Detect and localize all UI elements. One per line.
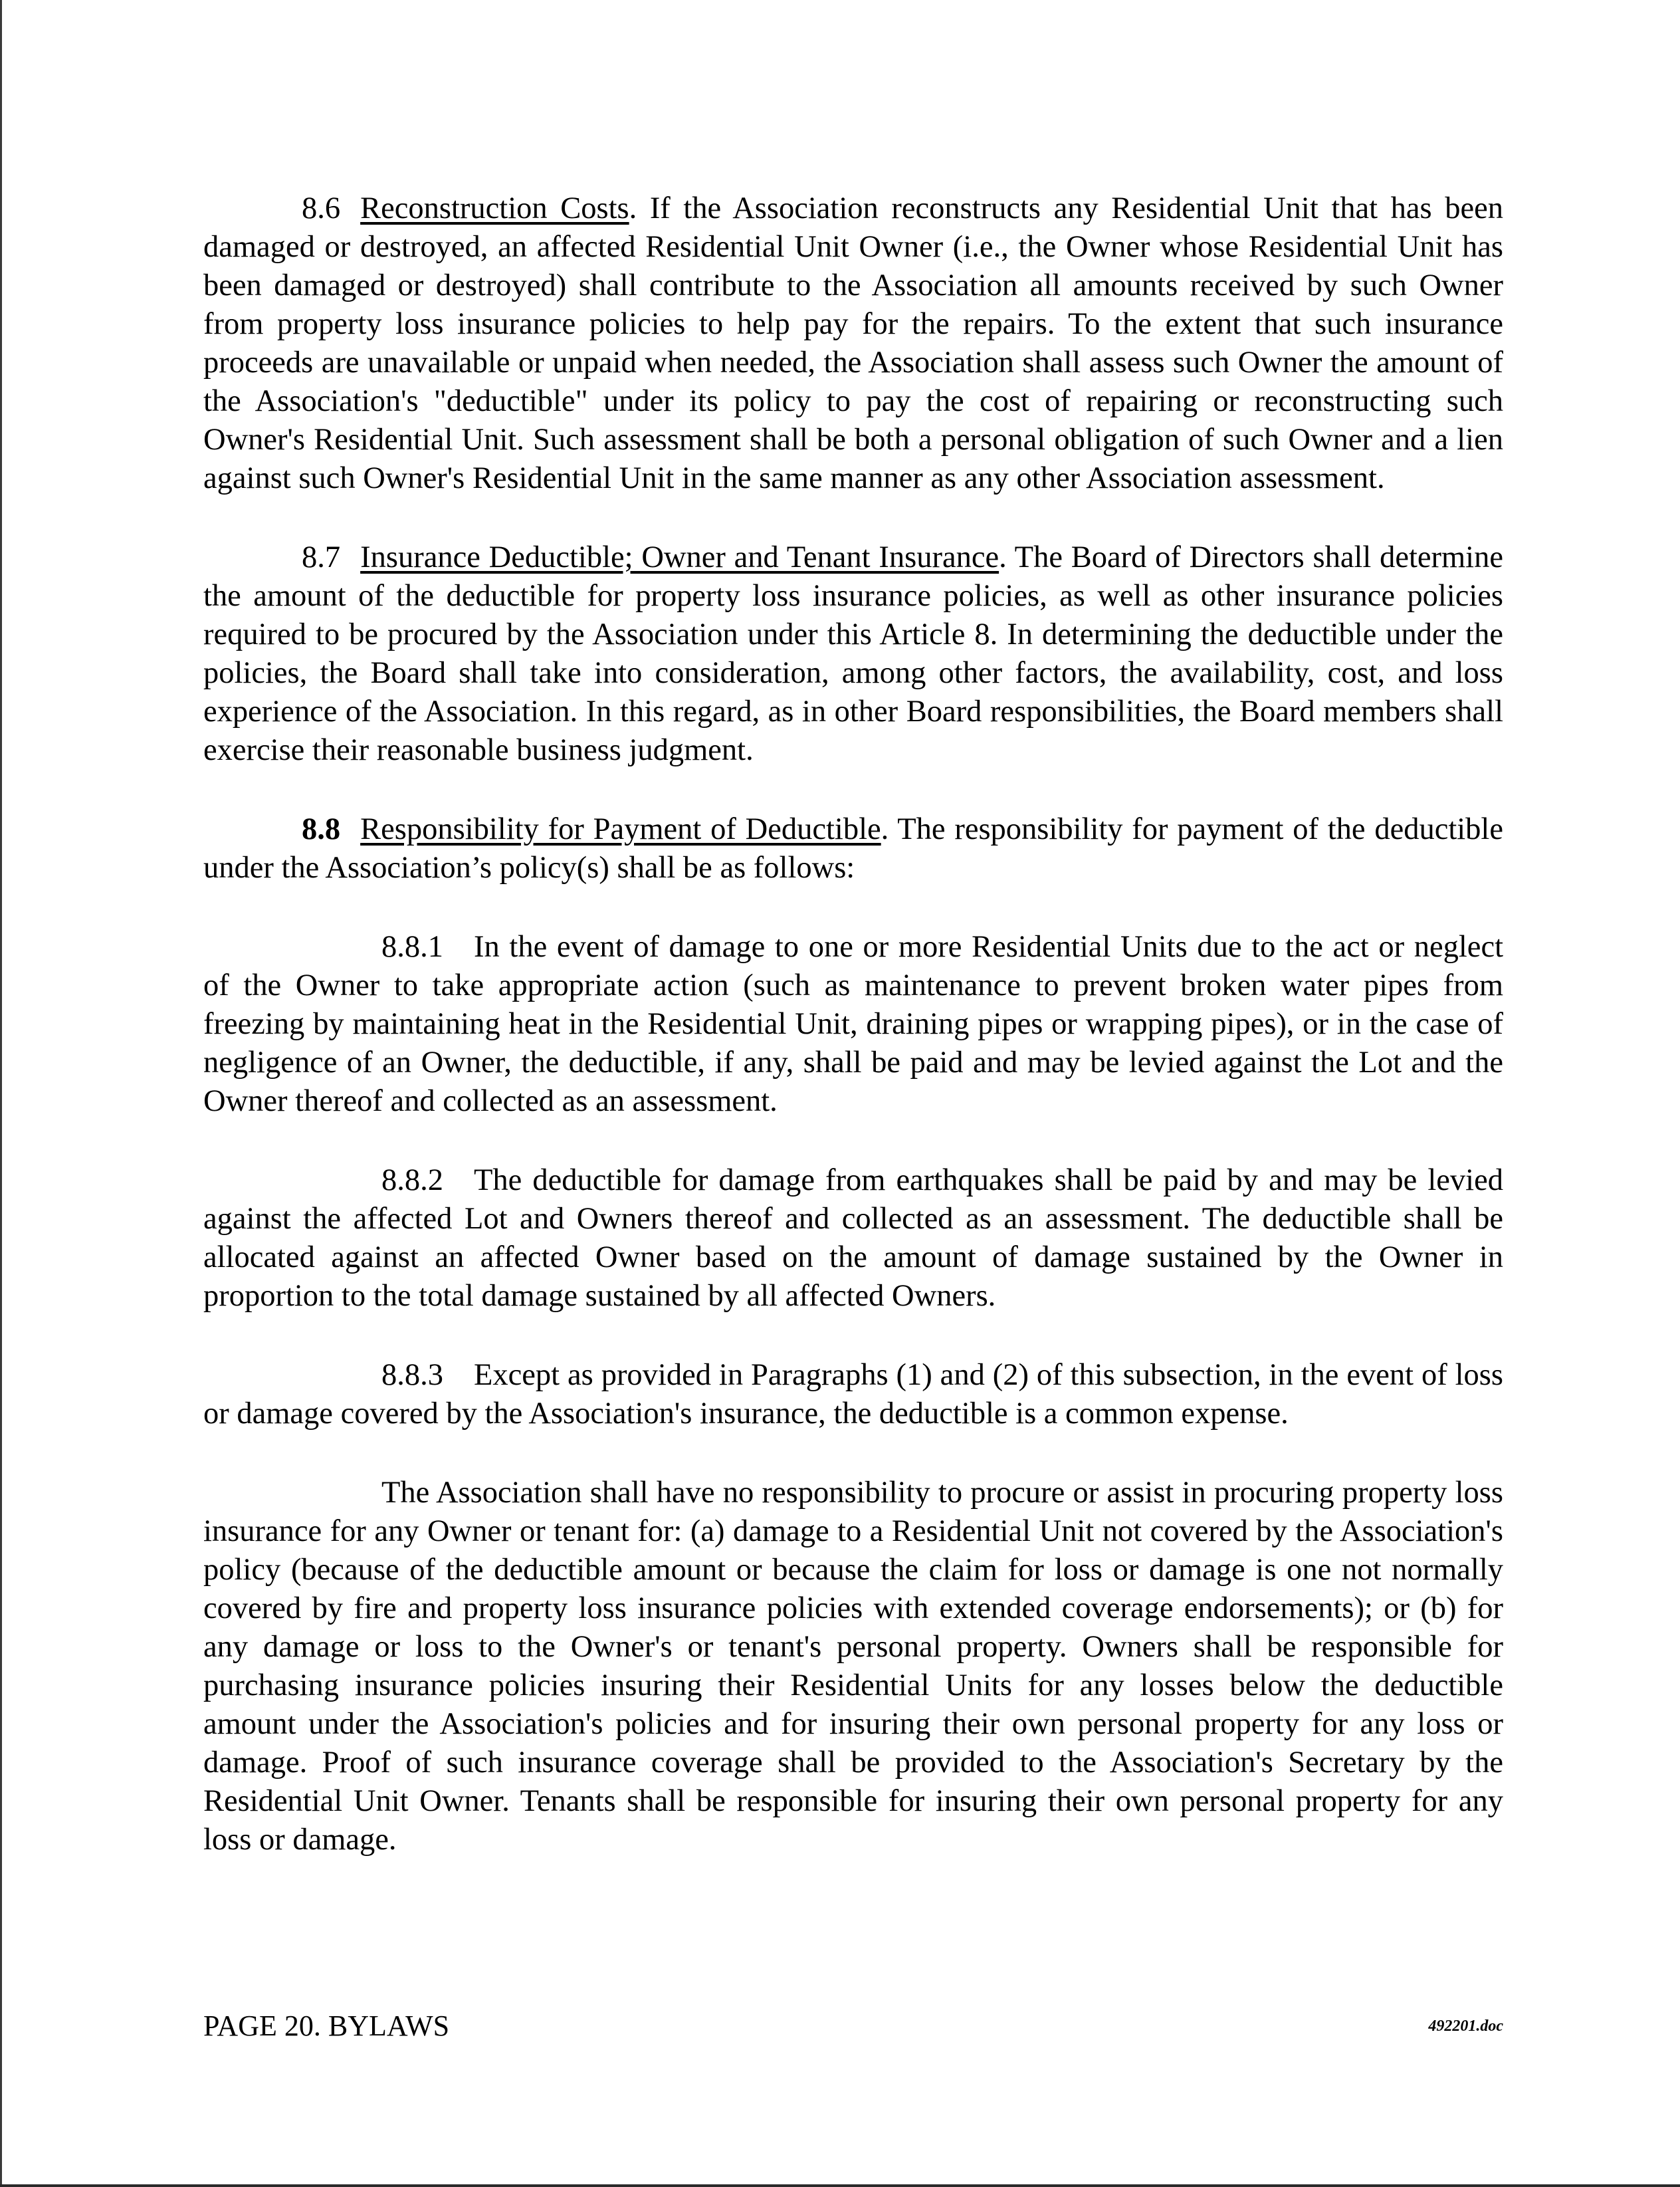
section-8-8 <box>203 810 1503 887</box>
section-number: 8.6 <box>302 191 341 225</box>
section-text: . If the Association reconstructs any Residential Unit that has been damaged or destroyed, an affected Residential Unit Owner (i.e., the Owner whose Residential Unit has been damaged or destroyed) shall contribute to the Association all amounts received by such Owner from property loss insurance policies to help pay for the repairs. To the extent that such insurance proceeds are unavailable or unpaid when needed, the Association shall assess such Owner the amount of the Association's "deductible" under its policy to pay the cost of repairing or reconstructing such Owner's Residential Unit. Such assessment shall be both a personal obligation of such Owner and a lien against such Owner's Residential Unit in the same manner as any other Association assessment. <box>203 191 1503 495</box>
scan-left-edge <box>0 0 2 2187</box>
section-text: . The responsibility for payment of the deductible under the Association’s policy(s) shall be as follows: <box>203 812 1503 885</box>
subsection-8-8-3 <box>203 1356 1503 1433</box>
closing-paragraph: The Association shall have no responsibility to procure or assist in procuring property loss insurance for any Owner or tenant for: (a) damage to a Residential Unit not covered by the Association's policy (because of the deductible amount or because the claim for loss or damage is one not normally covered by fire and property loss insurance policies with extended coverage endorsements); or (b) for any damage or loss to the Owner's or tenant's personal property. Owners shall be responsible for purchasing insurance policies insuring their Residential Units for any losses below the deductible amount under the Association's policies and for insuring their own personal property for any loss or damage. Proof of such insurance coverage shall be provided to the Association's Secretary by the Residential Unit Owner. Tenants shall be responsible for insuring their own personal property for any loss or damage. <box>203 1476 1503 1857</box>
section-number: 8.8 <box>302 812 341 846</box>
subsection-text: The deductible for damage from earthquakes shall be paid by and may be levied against the affected Lot and Owners thereof and collected as an assessment. The deductible shall be allocated against an affected Owner based on the amount of damage sustained by the Owner in proportion to the total damage sustained by all affected Owners. <box>203 1163 1503 1313</box>
section-text: . The Board of Directors shall determine the amount of the deductible for property loss insurance policies, as well as other insurance policies required to be procured by the Association under this Article 8. In determining the deductible under the policies, the Board shall take into consideration, among other factors, the availability, cost, and loss experience of the Association. In this regard, as in other Board responsibilities, the Board members shall exercise their reasonable business judgment. <box>203 540 1503 767</box>
section-heading: Responsibility for Payment of Deductible <box>360 812 881 846</box>
section-number: 8.7 <box>302 540 341 574</box>
subsection-number: 8.8.2 <box>381 1163 443 1197</box>
section-heading: Insurance Deductible; Owner and Tenant Insurance <box>360 540 999 574</box>
subsection-8-8-1 <box>203 928 1503 1121</box>
section-heading: Reconstruction Costs <box>360 191 629 225</box>
page-footer <box>203 2006 1503 2046</box>
section-8-6 <box>203 189 1503 498</box>
subsection-text: Except as provided in Paragraphs (1) and (2) of this subsection, in the event of loss or damage covered by the Association's insurance, the deductible is a common expense. <box>203 1358 1503 1431</box>
subsection-8-8-2 <box>203 1161 1503 1316</box>
footer-page-label: PAGE 20. BYLAWS <box>203 2010 450 2042</box>
document-body <box>203 189 1503 1859</box>
section-8-7 <box>203 538 1503 770</box>
subsection-number: 8.8.3 <box>381 1358 443 1392</box>
scan-bottom-edge <box>0 2184 1680 2187</box>
footer-doc-id: 492201.doc <box>1428 2017 1503 2035</box>
subsection-number: 8.8.1 <box>381 930 443 964</box>
subsection-text: In the event of damage to one or more Residential Units due to the act or neglect of the Owner to take appropriate action (such as maintenance to prevent broken water pipes from freezing by maintaining heat in the Residential Unit, draining pipes or wrapping pipes), or in the case of negligence of an Owner, the deductible, if any, shall be paid and may be levied against the Lot and the Owner thereof and collected as an assessment. <box>203 930 1503 1118</box>
